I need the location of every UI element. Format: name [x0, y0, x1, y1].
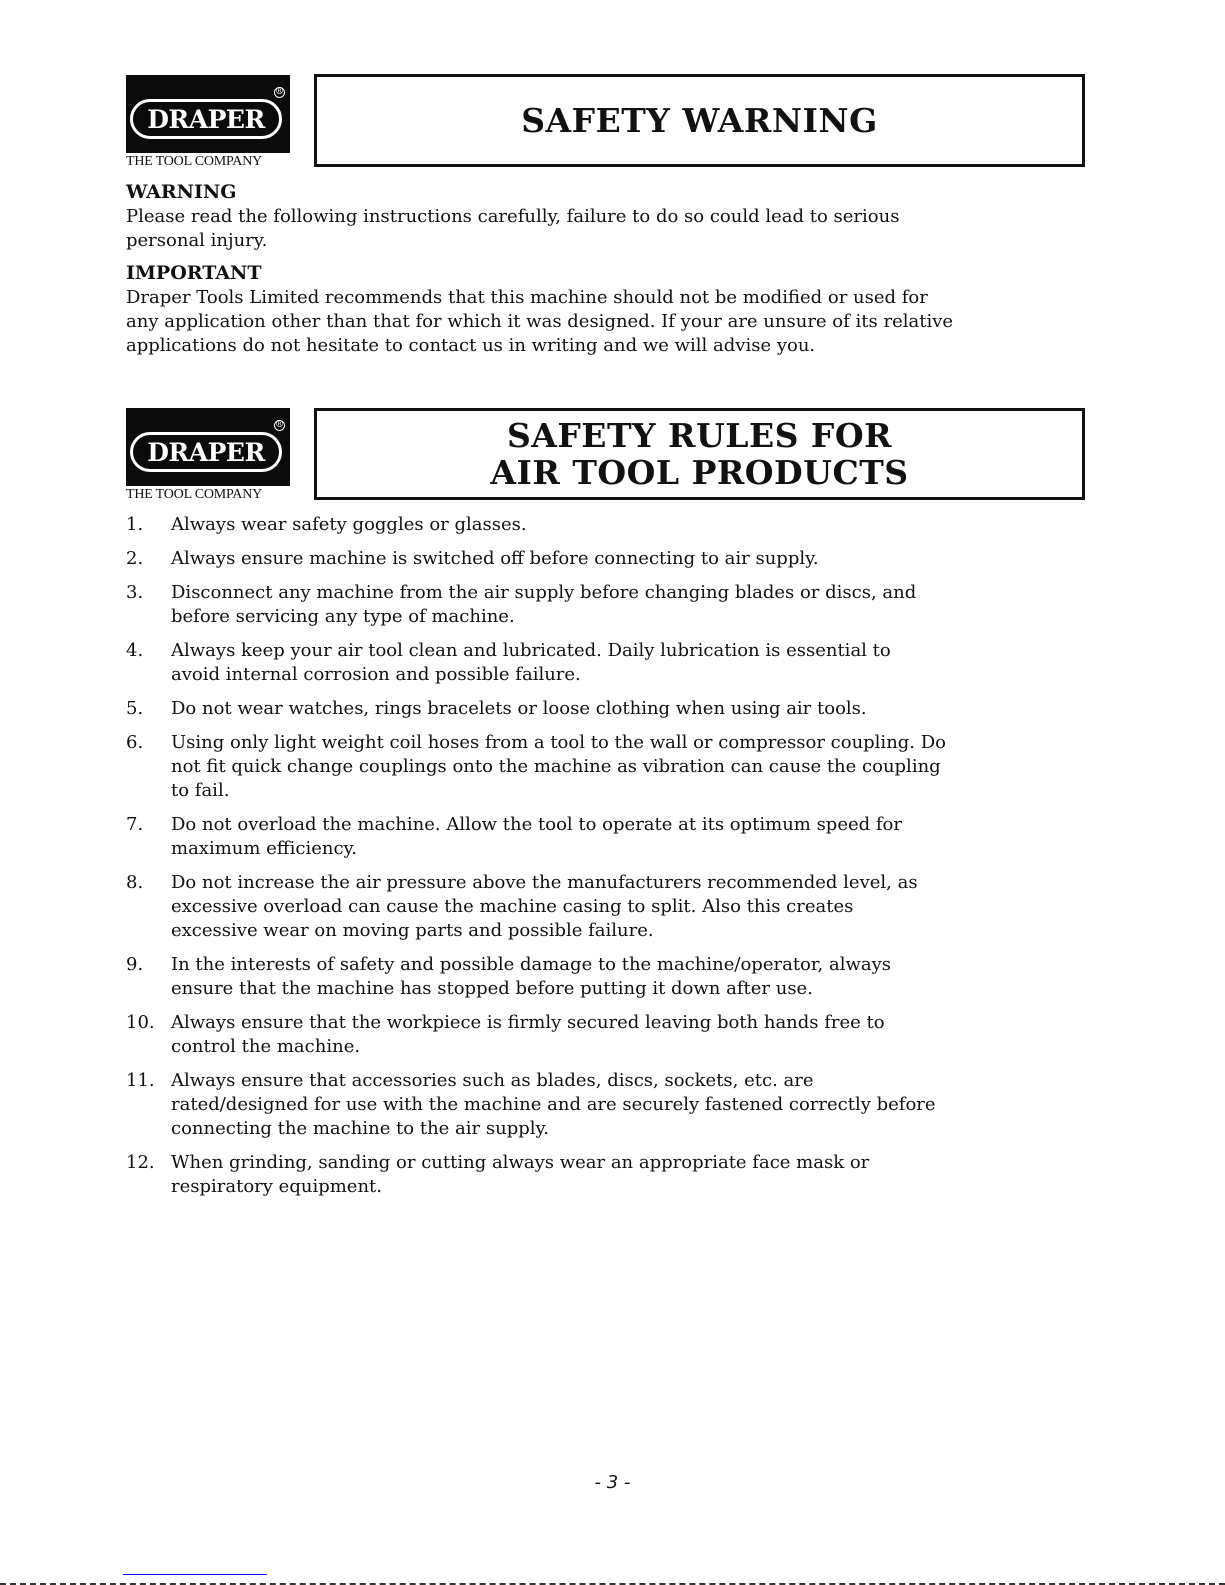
item-text: Always keep your air tool clean and lubricated. Daily lubrication is essential to avoid internal corrosion and possible failure.: [171, 640, 891, 685]
list-item: [126, 1069, 1096, 1141]
item-number: 10.: [126, 1012, 155, 1033]
list-item: [126, 513, 1096, 537]
page-number: - 3 -: [594, 1472, 631, 1493]
item-number: 1.: [126, 514, 144, 535]
safety-rules-title-box: [314, 408, 1085, 500]
item-text: Do not wear watches, rings bracelets or loose clothing when using air tools.: [171, 698, 867, 719]
item-text: Using only light weight coil hoses from a tool to the wall or compressor coupling. Do not fit quick change couplings onto the machine as vibration can cause the coupling to fail.: [171, 732, 947, 801]
safety-warning-title-box: [314, 74, 1085, 167]
item-text: When grinding, sanding or cutting always wear an appropriate face mask or respiratory equipment.: [171, 1152, 870, 1197]
item-number: 3.: [126, 582, 144, 603]
list-item: [126, 871, 1096, 943]
list-item: [126, 953, 1096, 1001]
link-underline: [123, 1574, 267, 1575]
item-number: 6.: [126, 732, 144, 753]
warning-text: Please read the following instructions carefully, failure to do so could lead to serious personal injury.: [126, 206, 900, 251]
list-item: [126, 697, 1096, 721]
draper-logo: [126, 75, 290, 170]
item-number: 12.: [126, 1152, 155, 1173]
list-item: [126, 813, 1096, 861]
logo-tagline: THE TOOL COMPANY: [126, 154, 263, 169]
item-text: Always ensure that accessories such as blades, discs, sockets, etc. are rated/designed for use with the machine and are securely fastened correctly before connecting the machine to the air supply.: [171, 1070, 936, 1139]
section-title: SAFETY RULES FOR AIR TOOL PRODUCTS: [490, 416, 909, 492]
warning-heading: WARNING: [126, 181, 237, 203]
list-item: [126, 547, 1096, 571]
item-text: Always ensure that the workpiece is firmly secured leaving both hands free to control the machine.: [171, 1012, 885, 1057]
logo-brand: DRAPER: [147, 437, 265, 467]
important-text: Draper Tools Limited recommends that this machine should not be modified or used for any application other than that for which it was designed. If your are unsure of its relative applications do not hesitate to contact us in writing and we will advise you.: [126, 287, 954, 356]
item-text: Do not increase the air pressure above the manufacturers recommended level, as excessive overload can cause the machine casing to split. Also this creates excessive wear on moving parts and possible failure.: [171, 872, 918, 941]
item-text: Always wear safety goggles or glasses.: [171, 514, 527, 535]
item-number: 2.: [126, 548, 144, 569]
logo-tagline: THE TOOL COMPANY: [126, 487, 263, 502]
item-number: 4.: [126, 640, 144, 661]
list-item: [126, 1011, 1096, 1059]
item-number: 11.: [126, 1070, 155, 1091]
list-item: [126, 639, 1096, 687]
important-heading: IMPORTANT: [126, 262, 262, 284]
item-number: 8.: [126, 872, 144, 893]
logo-brand: DRAPER: [147, 104, 265, 134]
item-number: 5.: [126, 698, 144, 719]
draper-logo: [126, 408, 290, 503]
list-item: [126, 731, 1096, 803]
list-item: [126, 1151, 1096, 1199]
item-text: In the interests of safety and possible damage to the machine/operator, always ensure that the machine has stopped before putting it down after use.: [171, 954, 891, 999]
list-item: [126, 581, 1096, 629]
item-text: Always ensure machine is switched off before connecting to air supply.: [171, 548, 819, 569]
item-text: Do not overload the machine. Allow the tool to operate at its optimum speed for maximum efficiency.: [171, 814, 902, 859]
registered-mark: ®: [275, 87, 284, 97]
registered-mark: ®: [275, 420, 284, 430]
item-text: Disconnect any machine from the air supply before changing blades or discs, and before servicing any type of machine.: [171, 582, 917, 627]
safety-rules-list: [126, 513, 1096, 1209]
item-number: 7.: [126, 814, 144, 835]
item-number: 9.: [126, 954, 144, 975]
section-title: SAFETY WARNING: [521, 101, 878, 140]
